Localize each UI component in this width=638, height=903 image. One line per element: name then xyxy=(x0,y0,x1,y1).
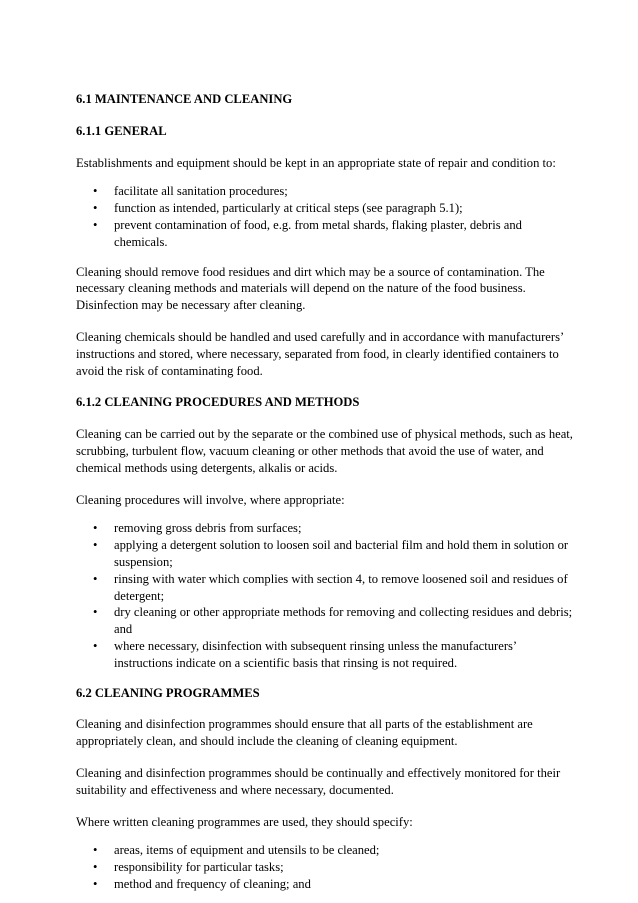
list-item: • applying a detergent solution to loosen soil and bacterial film and hold them in solution or suspension; xyxy=(93,538,569,569)
bullet-icon: • xyxy=(93,571,98,586)
heading-6-1-1: 6.1.1 GENERAL xyxy=(76,123,167,138)
bullet-icon: • xyxy=(93,184,98,199)
heading-6-2: 6.2 CLEANING PROGRAMMES xyxy=(76,685,260,700)
paragraph-programmes-1: Cleaning and disinfection programmes should ensure that all parts of the establishment are appropriately clean, and should include the cleaning of cleaning equipment. xyxy=(76,717,533,749)
paragraph-cleaning-remove: Cleaning should remove food residues and dirt which may be a source of contamination. The necessary cleaning methods and materials will depend on the nature of the food business. Disinfection may be necessary after cleaning. xyxy=(76,264,545,313)
bullet-icon: • xyxy=(93,876,98,891)
paragraph-procedures: Cleaning procedures will involve, where appropriate: xyxy=(76,492,345,507)
paragraph-written: Where written cleaning programmes are used, they should specify: xyxy=(76,814,413,829)
bullet-icon: • xyxy=(93,201,98,216)
list-item: • dry cleaning or other appropriate methods for removing and collecting residues and debris; and xyxy=(93,605,573,637)
list-item: • facilitate all sanitation procedures; xyxy=(93,184,288,199)
bullet-icon: • xyxy=(93,638,98,653)
list-item: • where necessary, disinfection with subsequent rinsing unless the manufacturers’ instructions indicate on a scientific basis that rinsing is not required. xyxy=(93,638,517,670)
list-item: • prevent contamination of food, e.g. from metal shards, flaking plaster, debris and chemicals. xyxy=(93,217,522,249)
list-general xyxy=(76,183,576,250)
list-item: • method and frequency of cleaning; and xyxy=(93,876,311,891)
paragraph-chemicals: Cleaning chemicals should be handled and used carefully and in accordance with manufacturers’ instructions and stored, where necessary, separated from food, in clearly identified containers to avoid the risk of contaminating food. xyxy=(76,329,564,378)
list-item: • function as intended, particularly at critical steps (see paragraph 5.1); xyxy=(93,201,463,216)
list-written xyxy=(76,842,576,892)
list-item: • rinsing with water which complies with section 4, to remove loosened soil and residues of detergent; xyxy=(93,571,568,603)
paragraph-programmes-2: Cleaning and disinfection programmes should be continually and effectively monitored for their suitability and effectiveness and where necessary, documented. xyxy=(76,765,561,797)
bullet-icon: • xyxy=(93,521,98,536)
list-item: • removing gross debris from surfaces; xyxy=(93,521,302,536)
document-page xyxy=(76,91,576,893)
heading-6-1-2: 6.1.2 CLEANING PROCEDURES AND METHODS xyxy=(76,395,360,410)
bullet-icon: • xyxy=(93,538,98,553)
paragraph-methods: Cleaning can be carried out by the separate or the combined use of physical methods, such as heat, scrubbing, turbulent flow, vacuum cleaning or other methods that avoid the use of water, and chemical methods using detergents, alkalis or acids. xyxy=(76,427,573,475)
list-item: • areas, items of equipment and utensils to be cleaned; xyxy=(93,843,380,858)
bullet-icon: • xyxy=(93,217,98,232)
paragraph-general: Establishments and equipment should be kept in an appropriate state of repair and condition to: xyxy=(76,155,556,170)
list-procedures xyxy=(76,520,576,671)
bullet-icon: • xyxy=(93,605,98,620)
bullet-icon: • xyxy=(93,843,98,858)
bullet-icon: • xyxy=(93,860,98,875)
list-item: • responsibility for particular tasks; xyxy=(93,860,284,875)
heading-6-1: 6.1 MAINTENANCE AND CLEANING xyxy=(76,92,293,106)
